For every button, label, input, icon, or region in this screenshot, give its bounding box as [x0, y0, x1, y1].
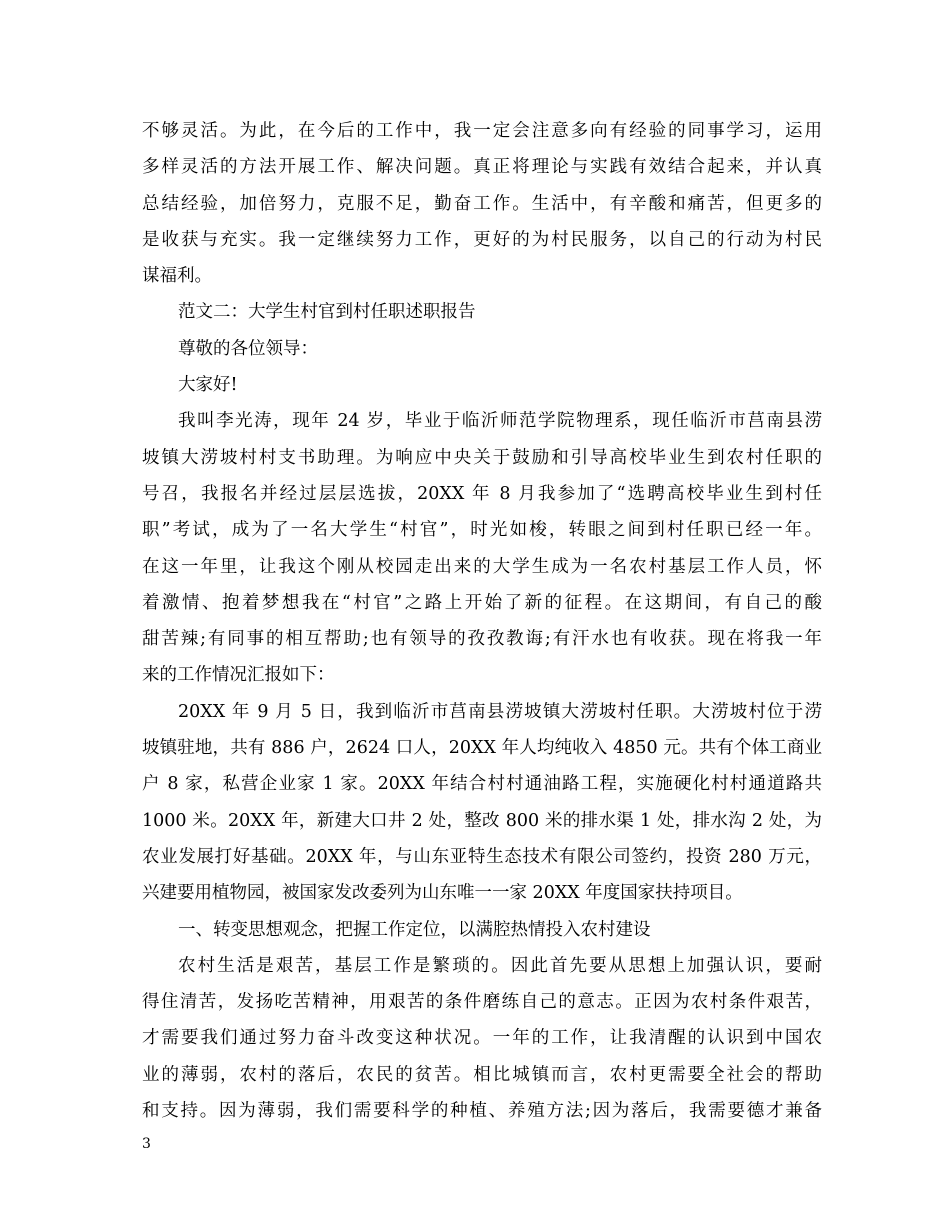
text-line: 我叫李光涛，现年 24 岁，毕业于临沂师范学院物理系，现任临沂市莒南县涝	[178, 411, 822, 432]
text-line: 着激情、抱着梦想我在“村官”之路上开始了新的征程。在这期间，有自己的酸	[142, 592, 822, 613]
text-line: 得住清苦，发扬吃苦精神，用艰苦的条件磨练自己的意志。正因为农村条件艰苦，	[142, 992, 822, 1013]
text-line: 甜苦辣;有同事的相互帮助;也有领导的孜孜教诲;有汗水也有收获。现在将我一年	[142, 629, 822, 650]
text-line: 多样灵活的方法开展工作、解决问题。真正将理论与实践有效结合起来，并认真	[142, 157, 822, 178]
text-line: 兴建要用植物园，被国家发改委列为山东唯一一家 20XX 年度国家扶持项目。	[142, 883, 743, 904]
text-line: 大家好!	[178, 375, 238, 396]
text-line: 和支持。因为薄弱，我们需要科学的种植、养殖方法;因为落后，我需要德才兼备	[142, 1101, 822, 1122]
text-line: 户 8 家，私营企业家 1 家。20XX 年结合村村通油路工程，实施硬化村村通道路共	[142, 774, 822, 795]
text-line: 1000 米。20XX 年，新建大口井 2 处，整改 800 米的排水渠 1 处，排水沟 2 处，为	[142, 810, 822, 831]
text-line: 来的工作情况汇报如下：	[142, 665, 335, 686]
text-line: 20XX 年 9 月 5 日，我到临沂市莒南县涝坡镇大涝坡村任职。大涝坡村位于涝	[178, 701, 822, 722]
text-line: 在这一年里，让我这个刚从校园走出来的大学生成为一名农村基层工作人员，怀	[142, 556, 822, 577]
document-body	[142, 113, 822, 1129]
text-line: 号召，我报名并经过层层选拔，20XX 年 8 月我参加了“选聘高校毕业生到村任	[142, 483, 822, 504]
text-line: 才需要我们通过努力奋斗改变这种状况。一年的工作，让我清醒的认识到中国农	[142, 1028, 822, 1049]
page-number: 3	[142, 1136, 151, 1152]
text-line: 职”考试，成为了一名大学生“村官”，时光如梭，转眼之间到村任职已经一年。	[142, 520, 822, 541]
text-line: 范文二：大学生村官到村任职述职报告	[178, 302, 476, 323]
text-line: 坡镇驻地，共有 886 户，2624 口人，20XX 年人均纯收入 4850 元。共有个体工商业	[142, 738, 822, 759]
text-line: 是收获与充实。我一定继续努力工作，更好的为村民服务，以自己的行动为村民	[142, 229, 822, 250]
text-line: 一、转变思想观念，把握工作定位，以满腔热情投入农村建设	[178, 919, 651, 940]
text-line: 业的薄弱，农村的落后，农民的贫苦。相比城镇而言，农村更需要全社会的帮助	[142, 1064, 822, 1085]
text-line: 总结经验，加倍努力，克服不足，勤奋工作。生活中，有辛酸和痛苦，但更多的	[142, 193, 822, 214]
text-line: 农业发展打好基础。20XX 年，与山东亚特生态技术有限公司签约，投资 280 万元，	[142, 846, 822, 867]
text-line: 谋福利。	[142, 266, 212, 287]
text-line: 不够灵活。为此，在今后的工作中，我一定会注意多向有经验的同事学习，运用	[142, 121, 822, 141]
text-line: 坡镇大涝坡村村支书助理。为响应中央关于鼓励和引导高校毕业生到农村任职的	[142, 447, 822, 468]
text-line: 农村生活是艰苦，基层工作是繁琐的。因此首先要从思想上加强认识，要耐	[178, 955, 822, 976]
text-line: 尊敬的各位领导：	[178, 338, 318, 359]
